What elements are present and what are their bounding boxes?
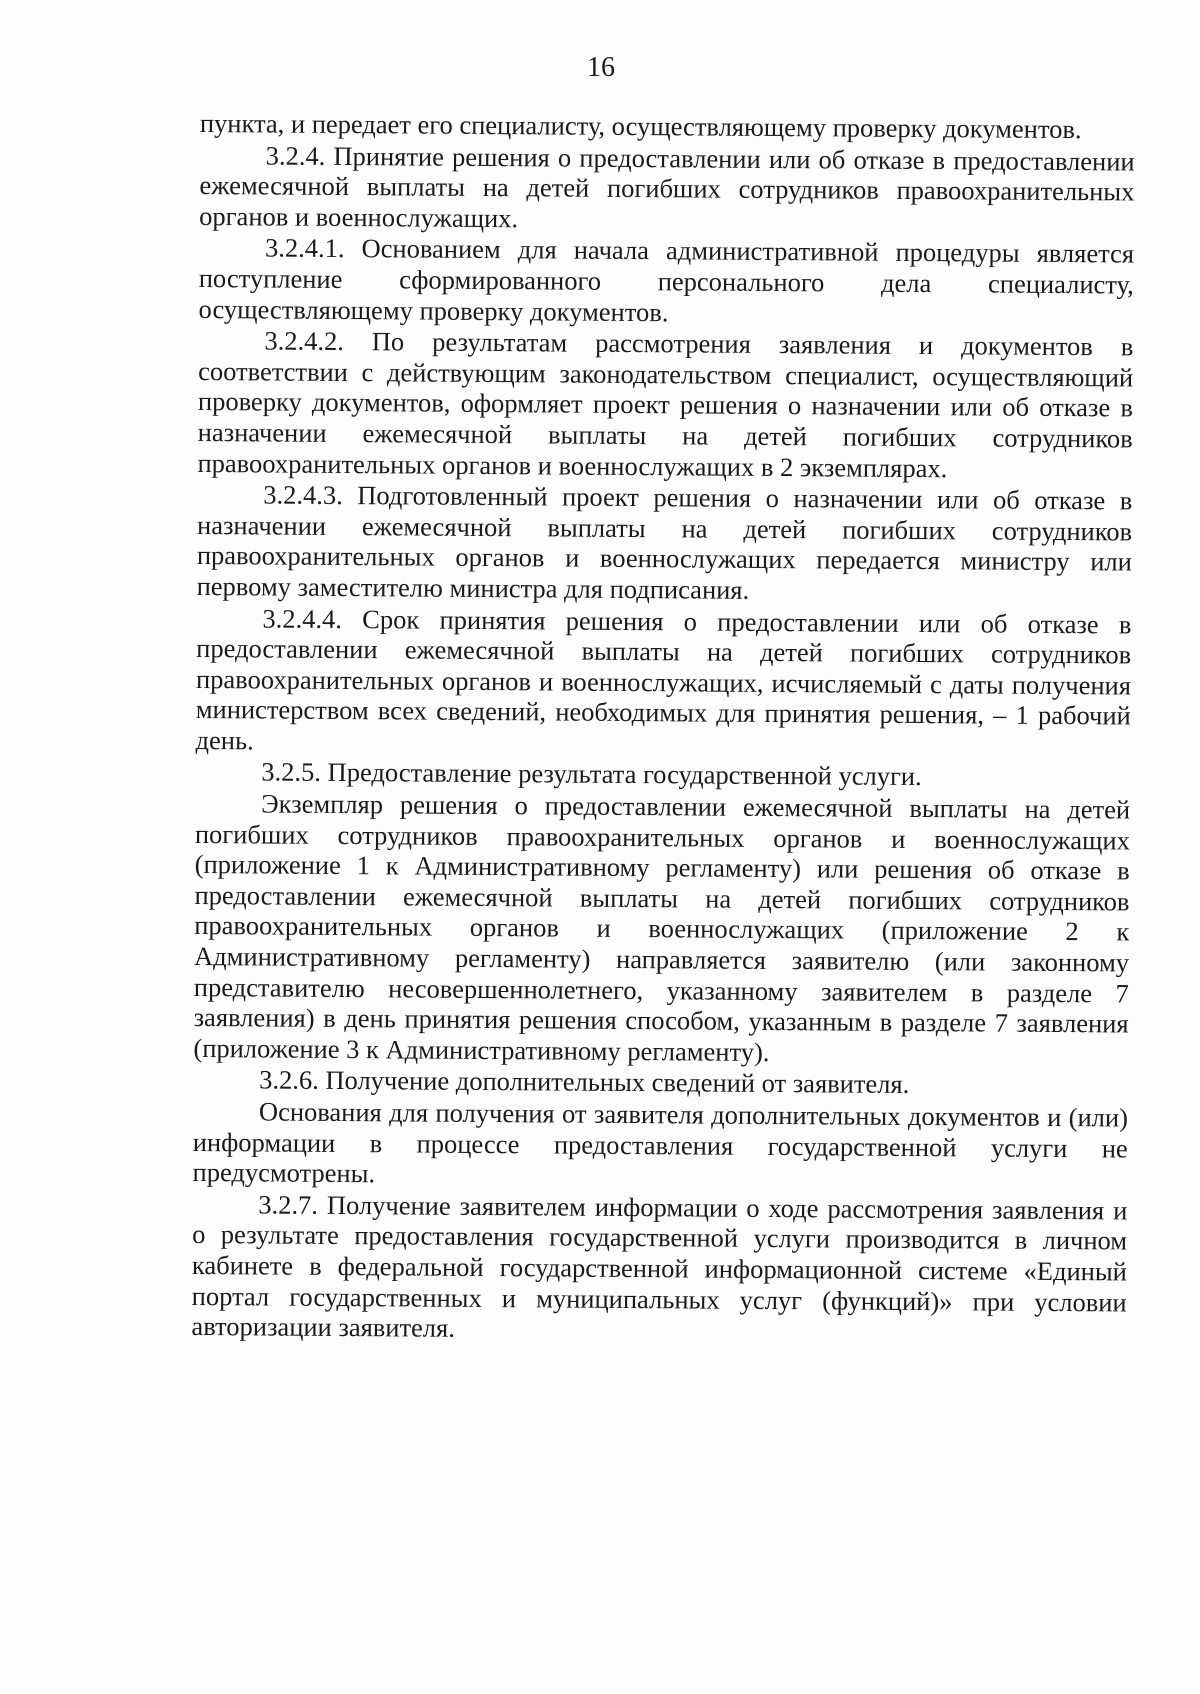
paragraph-3-2-6-grounds: Основания для получения от заявителя дополнительных документов и (или) информации в процессе предоставления государственной услуги не предусмотрены. — [192, 1096, 1129, 1189]
paragraph-3-2-4-1: 3.2.4.1. Основанием для начала административной процедуры является поступление сформированного персонального дела специалисту, осуществляющему проверку документов. — [198, 232, 1135, 327]
paragraph-3-2-4-2: 3.2.4.2. По результатам рассмотрения заявления и документов в соответствии с действующим законодательством специалист, осуществляющий проверку документов, оформляет проект решения о назначении или об отказе в назначении ежемесячной выплаты на детей погибших сотрудников правоохранительных органов и военнослужащих в 2 экземплярах. — [197, 325, 1134, 483]
paragraph-3-2-4: 3.2.4. Принятие решения о предоставлении или об отказе в предоставлении ежемесячной выплаты на детей погибших сотрудников правоохранительных органов и военнослужащих. — [199, 140, 1135, 234]
page-number: 16 — [587, 52, 615, 83]
paragraph-3-2-6: 3.2.6. Получение дополнительных сведений от заявителя. — [259, 1064, 910, 1100]
paragraph-3-2-7: 3.2.7. Получение заявителем информации о ходе рассмотрения заявления и о результате предоставления государственной услуги производится в личном кабинете в федеральной государственной информационной системе «Единый портал государственных и муниципальных услуг (функций)» при условии авторизации заявителя. — [191, 1189, 1128, 1343]
paragraph-3-2-4-3: 3.2.4.3. Подготовленный проект решения о назначении или об отказе в назначении ежемесячной выплаты на детей погибших сотрудников правоохранительных органов и военнослужащих передается министру или первому заместителю министра для подписания. — [196, 479, 1133, 605]
paragraph-3-2-4-4: 3.2.4.4. Срок принятия решения о предоставлении или об отказе в предоставлении ежемесячной выплаты на детей погибших сотрудников правоохранительных органов и военнослужащих, исчисляемый с даты получения министерством всех сведений, необходимых для принятия решения, – 1 рабочий день. — [195, 602, 1132, 756]
paragraph-3-2-5: 3.2.5. Предоставление результата государственной услуги. — [261, 756, 922, 792]
document-body — [191, 108, 1135, 1348]
paragraph-3-2-5-result: Экземпляр решения о предоставлении ежемесячной выплаты на детей погибших сотрудников правоохранительных органов и военнослужащих (приложение 1 к Административному регламенту) или решения об отказе в предоставлении ежемесячной выплаты на детей погибших сотрудников правоохранительных органов и военнослужащих (приложение 2 к Административному регламенту) направляется заявителю (или законному представителю несовершеннолетнего, указанному заявителем в разделе 7 заявления) в день принятия решения способом, указанным в разделе 7 заявления (приложение 3 к Административному регламенту). — [193, 788, 1131, 1067]
paragraph-continuation: пункта, и передает его специалисту, осуществляющему проверку документов. — [199, 108, 1082, 145]
